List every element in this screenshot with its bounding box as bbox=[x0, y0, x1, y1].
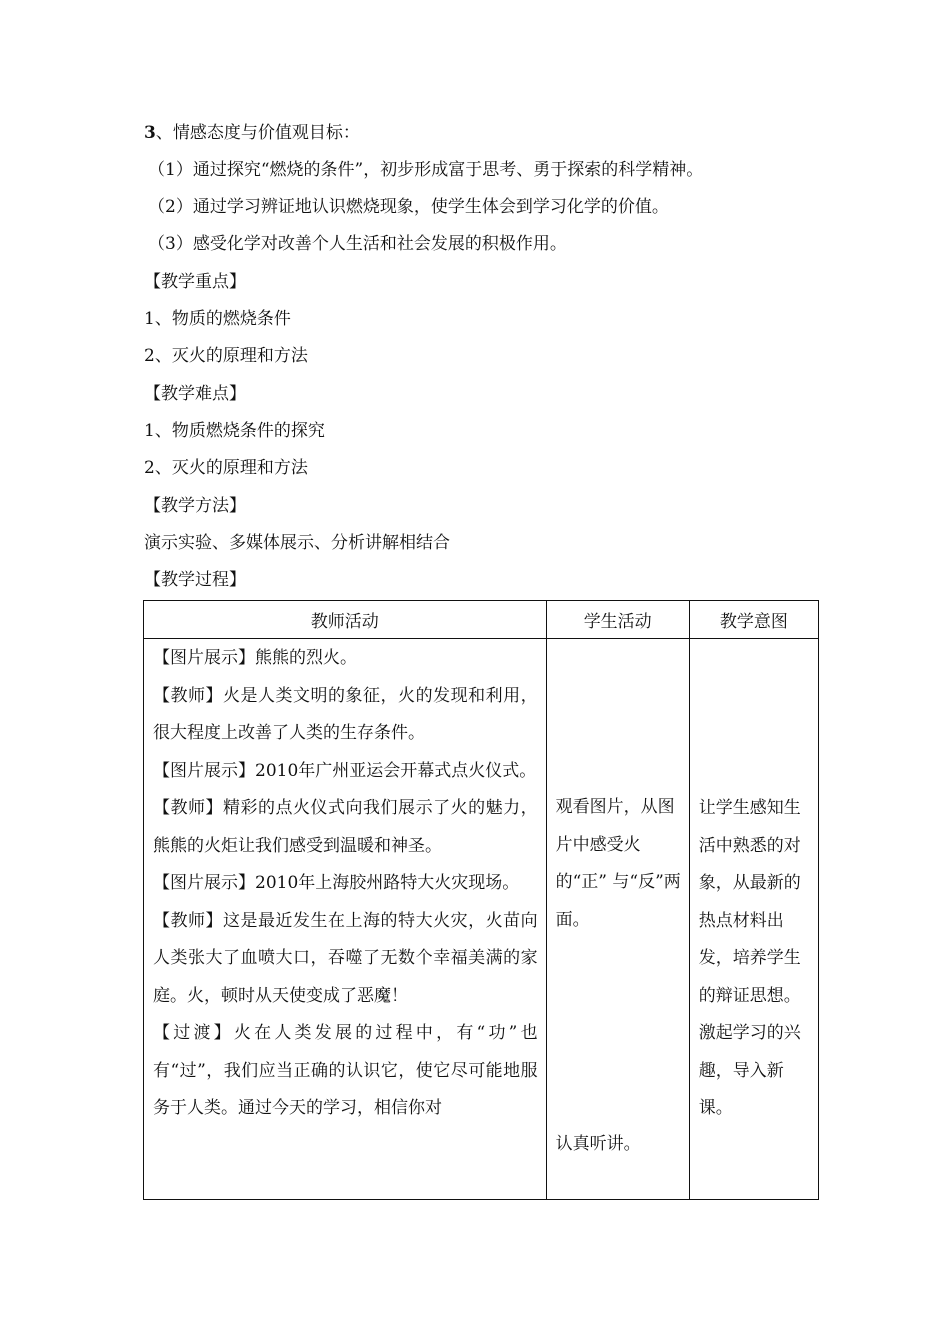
teacher-paragraph: 【教师】精彩的点火仪式向我们展示了火的魅力，熊熊的火炬让我们感受到温暖和神圣。 bbox=[153, 798, 538, 856]
objective-item: （2）通过学习辨证地认识燃烧现象，使学生体会到学习化学的价值。 bbox=[148, 197, 669, 217]
process-heading: 【教学过程】 bbox=[144, 570, 246, 590]
teacher-paragraph: 【教师】这是最近发生在上海的特大火灾，火苗向人类张大了血喷大口，吞噬了无数个幸福美满的家庭。火，顿时从天使变成了恶魔！ bbox=[153, 910, 538, 1006]
teacher-activity-cell bbox=[144, 639, 547, 1200]
process-table bbox=[143, 600, 819, 1200]
column-header-student: 学生活动 bbox=[546, 601, 689, 639]
teacher-paragraph: 【过渡】火在人类发展的过程中，有“功”也有“过”，我们应当正确的认识它，使它尽可能地服务于人类。通过今天的学习，相信你对 bbox=[153, 1023, 538, 1118]
table-header-row bbox=[144, 601, 819, 639]
teaching-intent-cell bbox=[689, 639, 818, 1200]
teacher-paragraph: 【图片展示】2010年广州亚运会开幕式点火仪式。 bbox=[153, 760, 537, 781]
student-activity-text: 认真听讲。 bbox=[555, 1134, 641, 1154]
student-activity-text: 观看图片，从图片中感受火的“正” 与“反”两面。 bbox=[555, 797, 681, 930]
teacher-paragraph: 【图片展示】熊熊的烈火。 bbox=[153, 648, 357, 668]
column-header-teacher: 教师活动 bbox=[144, 601, 547, 639]
key-point-item: 1、物质的燃烧条件 bbox=[144, 309, 291, 329]
teacher-paragraph: 【教师】火是人类文明的象征，火的发现和利用，很大程度上改善了人类的生存条件。 bbox=[153, 685, 538, 743]
key-point-item: 2、灭火的原理和方法 bbox=[144, 346, 308, 366]
key-points-heading: 【教学重点】 bbox=[144, 272, 246, 292]
objective-title-text: 、情感态度与价值观目标： bbox=[155, 123, 360, 143]
methods-heading: 【教学方法】 bbox=[144, 496, 246, 516]
objective-item: （1）通过探究“燃烧的条件”，初步形成富于思考、勇于探索的科学精神。 bbox=[148, 160, 704, 180]
methods-text: 演示实验、多媒体展示、分析讲解相结合 bbox=[144, 533, 450, 553]
difficulty-item: 1、物质燃烧条件的探究 bbox=[144, 421, 325, 441]
objective-item: （3）感受化学对改善个人生活和社会发展的积极作用。 bbox=[148, 234, 567, 254]
column-header-intent: 教学意图 bbox=[689, 601, 818, 639]
difficulty-item: 2、灭火的原理和方法 bbox=[144, 458, 308, 478]
difficulties-heading: 【教学难点】 bbox=[144, 384, 246, 404]
table-row bbox=[144, 639, 819, 1200]
objective-title-number: 3 bbox=[144, 123, 156, 143]
student-activity-cell bbox=[546, 639, 689, 1200]
teaching-intent-text: 让学生感知生活中熟悉的对象，从最新的热点材料出发，培养学生的辩证思想。激起学习的兴趣，导入新课。 bbox=[698, 798, 801, 1118]
objective-title bbox=[144, 122, 360, 144]
teacher-paragraph: 【图片展示】2010年上海胶州路特大火灾现场。 bbox=[153, 873, 520, 893]
